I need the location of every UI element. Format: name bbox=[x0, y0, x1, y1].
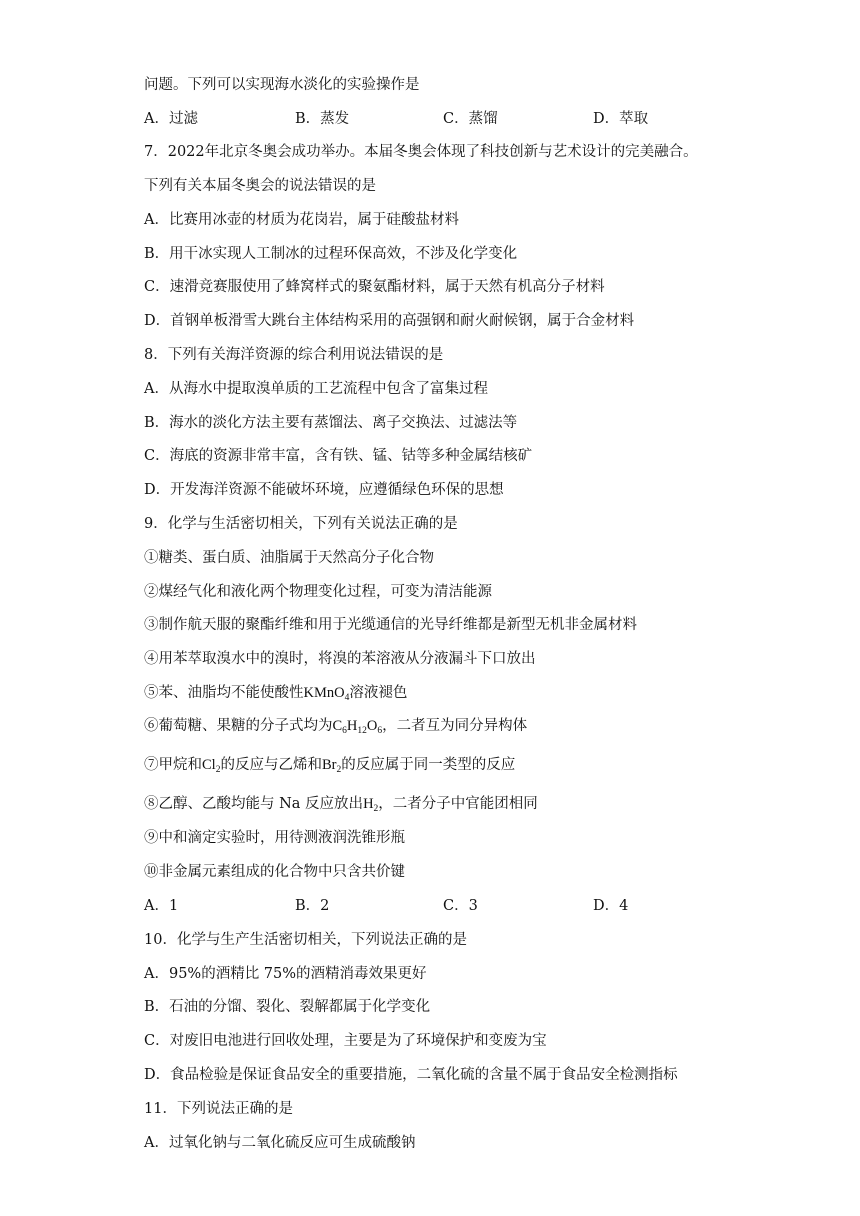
question-7-option-d: D．首钢单板滑雪大跳台主体结构采用的高强钢和耐火耐候钢，属于合金材料 bbox=[144, 313, 635, 329]
question-10-option-d: D．食品检验是保证食品安全的重要措施，二氧化硫的含量不属于食品安全检测指标 bbox=[144, 1067, 678, 1083]
formula-br2-main: Br bbox=[321, 757, 337, 773]
statement-6-text-a: ⑥葡萄糖、果糖的分子式均为 bbox=[144, 718, 333, 734]
statement-8-text-a: ⑧乙醇、乙酸均能与 Na 反应放出 bbox=[144, 796, 364, 812]
statement-7-text-c: 的反应属于同一类型的反应 bbox=[341, 757, 516, 773]
statement-7 bbox=[144, 755, 515, 780]
formula-h-sub: 12 bbox=[357, 726, 367, 736]
question-11-stem: 11．下列说法正确的是 bbox=[144, 1101, 293, 1117]
formula-br2-sub: 2 bbox=[336, 765, 342, 775]
formula-cl2-sub: 2 bbox=[215, 765, 221, 775]
formula-kmno4-main: KMnO bbox=[303, 685, 345, 701]
statement-3: ③制作航天服的聚酯纤维和用于光缆通信的光导纤维都是新型无机非金属材料 bbox=[144, 617, 637, 633]
statement-8 bbox=[144, 794, 538, 819]
statement-2: ②煤经气化和液化两个物理变化过程，可变为清洁能源 bbox=[144, 584, 492, 600]
formula-c: C bbox=[332, 718, 343, 734]
option-d: D．萃取 bbox=[593, 111, 649, 127]
formula-o: O bbox=[366, 718, 378, 734]
statement-10: ⑩非金属元素组成的化合物中只含共价键 bbox=[144, 864, 405, 880]
question-8-option-a: A．从海水中提取溴单质的工艺流程中包含了富集过程 bbox=[144, 381, 488, 397]
statement-5-text-b: 溶液褪色 bbox=[349, 685, 408, 701]
statement-5-text-a: ⑤苯、油脂均不能使酸性 bbox=[144, 685, 304, 701]
question-6-stem: 问题。下列可以实现海水淡化的实验操作是 bbox=[144, 77, 420, 93]
formula-h2 bbox=[363, 796, 378, 812]
formula-h2-sub: 2 bbox=[373, 804, 379, 814]
option-c: C．蒸馏 bbox=[443, 111, 498, 127]
question-10-option-a: A．95%的酒精比 75%的酒精消毒效果更好 bbox=[144, 966, 427, 982]
formula-cl2 bbox=[202, 757, 220, 773]
question-10-option-c: C．对废旧电池进行回收处理，主要是为了环境保护和变废为宝 bbox=[144, 1033, 547, 1049]
statement-8-text-b: ，二者分子中官能团相同 bbox=[378, 796, 538, 812]
option-a: A．过滤 bbox=[144, 111, 198, 127]
question-7-stem-cont: 下列有关本届冬奥会的说法错误的是 bbox=[144, 178, 376, 194]
statement-7-text-a: ⑦甲烷和 bbox=[144, 757, 202, 773]
option-b: B．2 bbox=[295, 898, 330, 914]
question-8-option-b: B．海水的淡化方法主要有蒸馏法、离子交换法、过滤法等 bbox=[144, 415, 518, 431]
statement-1: ①糖类、蛋白质、油脂属于天然高分子化合物 bbox=[144, 550, 434, 566]
question-7-option-c: C．速滑竞赛服使用了蜂窝样式的聚氨酯材料，属于天然有机高分子材料 bbox=[144, 279, 605, 295]
option-d: D．4 bbox=[593, 898, 629, 914]
statement-7-text-b: 的反应与乙烯和 bbox=[220, 757, 322, 773]
statement-4: ④用苯萃取溴水中的溴时，将溴的苯溶液从分液漏斗下口放出 bbox=[144, 651, 536, 667]
question-7-option-a: A．比赛用冰壶的材质为花岗岩，属于硅酸盐材料 bbox=[144, 212, 459, 228]
option-a: A．1 bbox=[144, 898, 179, 914]
formula-c6h12o6 bbox=[333, 718, 383, 734]
formula-h: H bbox=[346, 718, 358, 734]
formula-c-sub: 6 bbox=[342, 726, 347, 736]
statement-6-text-b: ，二者互为同分异构体 bbox=[382, 718, 528, 734]
formula-kmno4-sub: 4 bbox=[344, 693, 350, 703]
question-10-option-b: B．石油的分馏、裂化、裂解都属于化学变化 bbox=[144, 999, 431, 1015]
formula-kmno4 bbox=[304, 685, 350, 701]
question-11-option-a: A．过氧化钠与二氧化硫反应可生成硫酸钠 bbox=[144, 1135, 416, 1151]
option-c: C．3 bbox=[443, 898, 478, 914]
question-7-stem: 7．2022年北京冬奥会成功举办。本届冬奥会体现了科技创新与艺术设计的完美融合。 bbox=[144, 144, 698, 160]
question-7-option-b: B．用干冰实现人工制冰的过程环保高效，不涉及化学变化 bbox=[144, 246, 518, 262]
question-10-stem: 10．化学与生产生活密切相关，下列说法正确的是 bbox=[144, 932, 467, 948]
formula-o-sub: 6 bbox=[377, 726, 383, 736]
statement-9: ⑨中和滴定实验时，用待测液润洗锥形瓶 bbox=[144, 830, 405, 846]
statement-6 bbox=[144, 716, 527, 741]
option-b: B．蒸发 bbox=[295, 111, 350, 127]
question-9-stem: 9．化学与生活密切相关，下列有关说法正确的是 bbox=[144, 516, 458, 532]
question-8-option-d: D．开发海洋资源不能破坏环境，应遵循绿色环保的思想 bbox=[144, 482, 504, 498]
statement-5 bbox=[144, 683, 407, 708]
formula-h2-main: H bbox=[363, 796, 374, 812]
formula-cl2-main: Cl bbox=[202, 757, 216, 773]
formula-br2 bbox=[322, 757, 341, 773]
question-8-option-c: C．海底的资源非常丰富，含有铁、锰、钴等多种金属结核矿 bbox=[144, 448, 533, 464]
question-8-stem: 8．下列有关海洋资源的综合利用说法错误的是 bbox=[144, 347, 444, 363]
